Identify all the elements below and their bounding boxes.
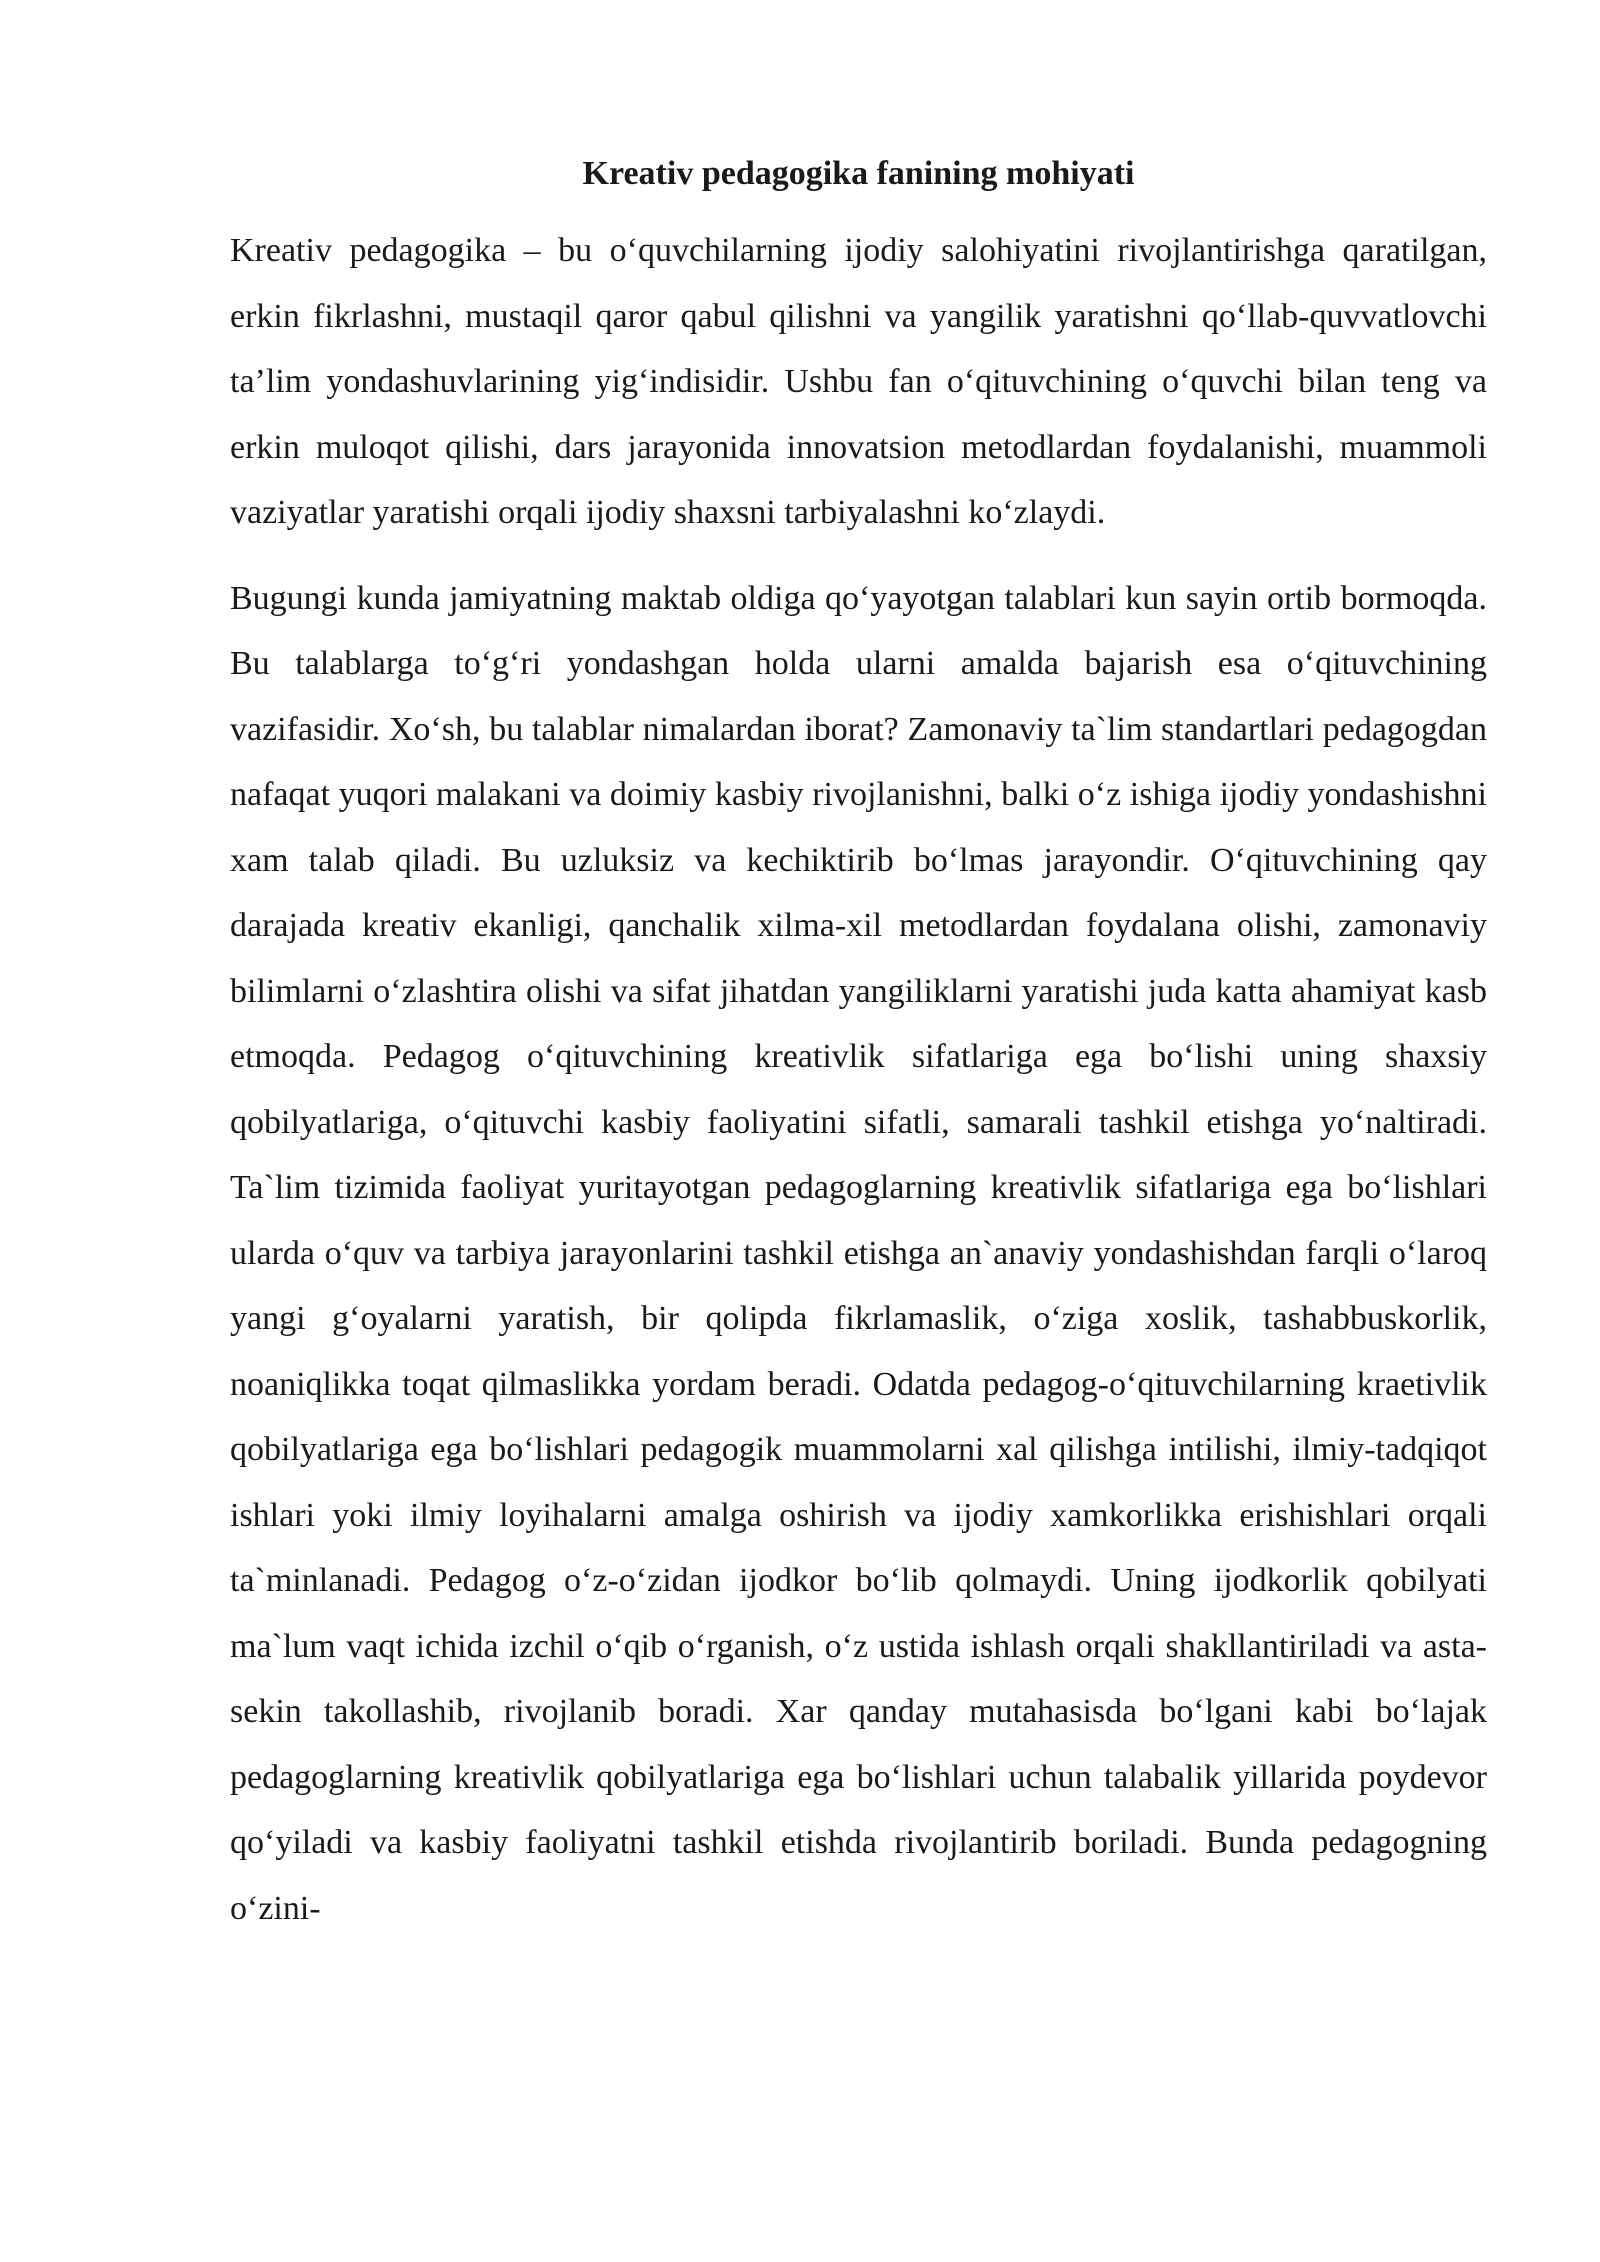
paragraph-main: Bugungi kunda jamiyatning maktab oldiga qo‘yayotgan talablari kun sayin ortib bormoqda. Bu talablarga to‘g‘ri yondashgan holda ularni amalda bajarish esa o‘qituvchining vazifasidir. Xo‘sh, bu talablar nimalardan iborat? Zamonaviy ta`lim standartlari pedagogdan nafaqat yuqori malakani va doimiy kasbiy rivojlanishni, balki o‘z ishiga ijodiy yondashishni xam talab qiladi. Bu uzluksiz va kechiktirib bo‘lmas jarayondir. O‘qituvchining qay darajada kreativ ekanligi, qanchalik xilma-xil metodlardan foydalana olishi, zamonaviy bilimlarni o‘zlashtira olishi va sifat jihatdan yangiliklarni yaratishi juda katta ahamiyat kasb etmoqda. Pedagog o‘qituvchining kreativlik sifatlariga ega bo‘lishi uning shaxsiy qobilyatlariga, o‘qituvchi kasbiy faoliyatini sifatli, samarali tashkil etishga yo‘naltiradi. Ta`lim tizimida faoliyat yuritayotgan pedagoglarning kreativlik sifatlariga ega bo‘lishlari ularda o‘quv va tarbiya jarayonlarini tashkil etishga an`anaviy yondashishdan farqli o‘laroq yangi g‘oyalarni yaratish, bir qolipda fikrlamaslik, o‘ziga xoslik, tashabbuskorlik, noaniqlikka toqat qilmaslikka yordam beradi. Odatda pedagog-o‘qituvchilarning kraetivlik qobilyatlariga ega bo‘lishlari pedagogik muammolarni xal qilishga intilishi, ilmiy-tadqiqot ishlari yoki ilmiy loyihalarni amalga oshirish va ijodiy xamkorlikka erishishlari orqali ta`minlanadi. Pedagog o‘z-o‘zidan ijodkor bo‘lib qolmaydi. Uning ijodkorlik qobilyati ma`lum vaqt ichida izchil o‘qib o‘rganish, o‘z ustida ishlash orqali shakllantiriladi va asta-sekin takollashib, rivojlanib boradi. Xar qanday mutahasisda bo‘lgani kabi bo‘lajak pedagoglarning kreativlik qobilyatlariga ega bo‘lishlari uchun talabalik yillarida poydevor qo‘yiladi va kasbiy faoliyatni tashkil etishda rivojlantirib boriladi. Bunda pedagogning o‘zini- bbox=[230, 579, 1487, 1927]
document-title: Kreativ pedagogika fanining mohiyati bbox=[582, 155, 1135, 192]
paragraph-intro: Kreativ pedagogika – bu o‘quvchilarning ijodiy salohiyatini rivojlantirishga qaratilgan, erkin fikrlashni, mustaqil qaror qabul qilishni va yangilik yaratishni qo‘llab-quvvatlovchi ta’lim yondashuvlarining yig‘indisidir. Ushbu fan o‘qituvchining o‘quvchi bilan teng va erkin muloqot qilishi, dars jarayonida innovatsion metodlardan foydalanishi, muammoli vaziyatlar yaratishi orqali ijodiy shaxsni tarbiyalashni ko‘zlaydi. bbox=[230, 232, 1487, 531]
document-body bbox=[230, 150, 1487, 1961]
